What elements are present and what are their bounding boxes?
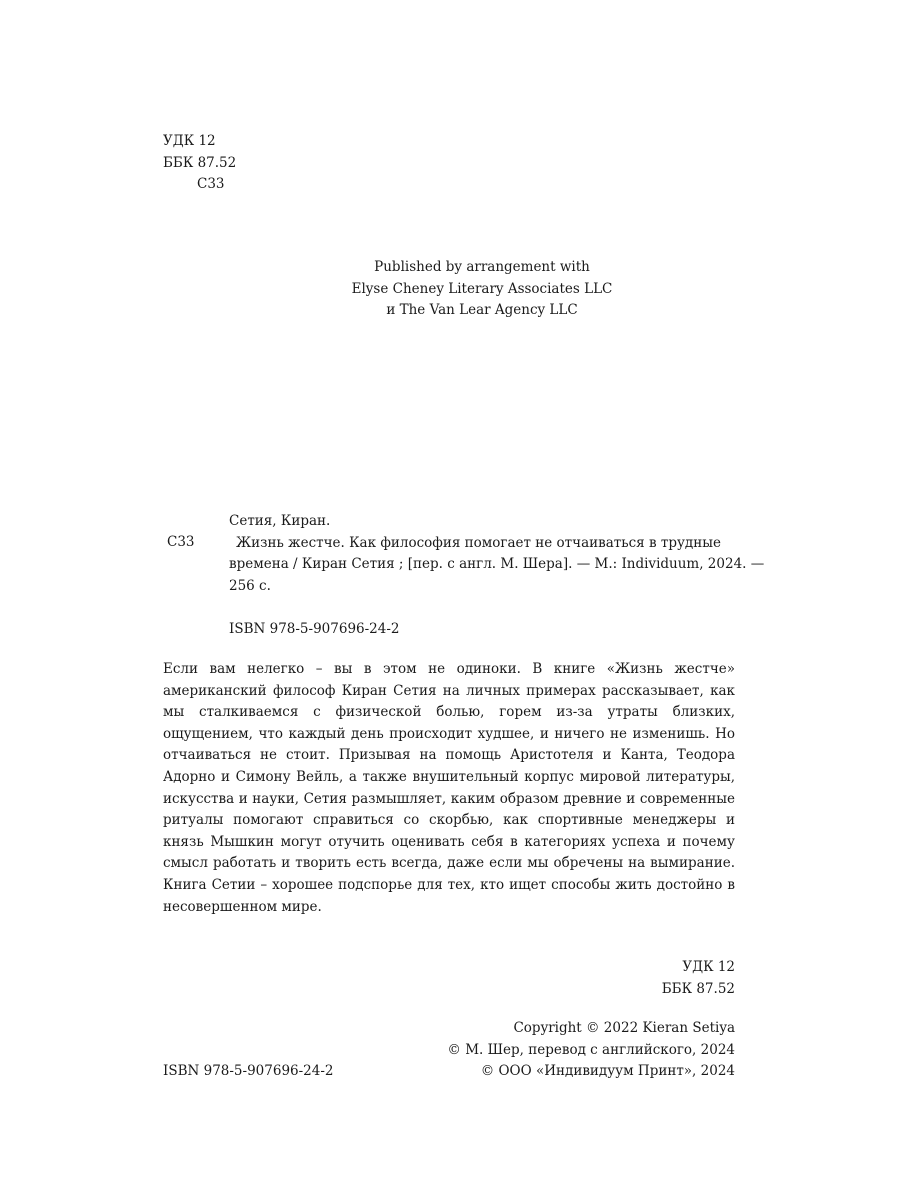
catalog-isbn: ISBN 978-5-907696-24-2 — [229, 621, 400, 637]
author-mark: С33 — [197, 176, 225, 192]
copyright-line: © М. Шер, перевод с английского, 2024 — [447, 1041, 735, 1058]
catalog-author: Сетия, Киран. — [229, 513, 331, 529]
copyright-line: Copyright © 2022 Kieran Setiya — [513, 1020, 735, 1036]
catalog-author-mark: С33 — [167, 534, 195, 550]
copyright-line: © ООО «Индивидуум Принт», 2024 — [480, 1063, 735, 1079]
copyright-notices — [447, 1018, 735, 1083]
book-annotation — [163, 659, 735, 918]
isbn-bottom: ISBN 978-5-907696-24-2 — [163, 1063, 334, 1079]
catalog-title-line: времена / Киран Сетия ; [пер. с англ. М. Шера]. — М.: Individuum, 2024. — — [229, 556, 765, 572]
udk-code: УДК 12 — [682, 959, 735, 975]
bbk-code: ББК 87.52 — [163, 154, 237, 171]
catalog-record — [229, 511, 765, 597]
catalog-title-line: 256 с. — [229, 577, 271, 594]
classification-codes-bottom — [662, 957, 735, 1000]
publishing-arrangement — [300, 257, 664, 322]
annotation-text: Если вам нелегко – вы в этом не одиноки. В книге «Жизнь жестче» американский философ Киран Сетия на личных примерах рассказывает, как мы сталкиваемся с физической болью, горем из-за утраты близких, ощущением, что каждый день происходит худшее, и ничего не изменишь. Но отчаиваться не стоит. Призывая на помощь Аристотеля и Канта, Теодора Адорно и Симону Вейль, а также внушительный корпус мировой литературы, искусства и науки, Сетия размышляет, каким образом древние и современные ритуалы помогают справиться со скорбью, как спортивные менеджеры и князь Мышкин могут отучить оценивать себя в категориях успеха и почему смысл работать и творить есть всегда, даже если мы обречены на вымирание. Книга Сетии – хорошее подспорье для тех, кто ищет способы жить достойно в несовершенном мире. — [163, 661, 735, 915]
arrangement-line: Published by arrangement with — [374, 259, 590, 275]
classification-codes-top — [163, 131, 236, 196]
catalog-title-line: Жизнь жестче. Как философия помогает не отчаиваться в трудные — [236, 534, 721, 551]
arrangement-line: и The Van Lear Agency LLC — [386, 302, 578, 318]
arrangement-line: Elyse Cheney Literary Associates LLC — [351, 280, 613, 297]
udk-code: УДК 12 — [163, 133, 216, 149]
bbk-code: ББК 87.52 — [661, 980, 735, 997]
